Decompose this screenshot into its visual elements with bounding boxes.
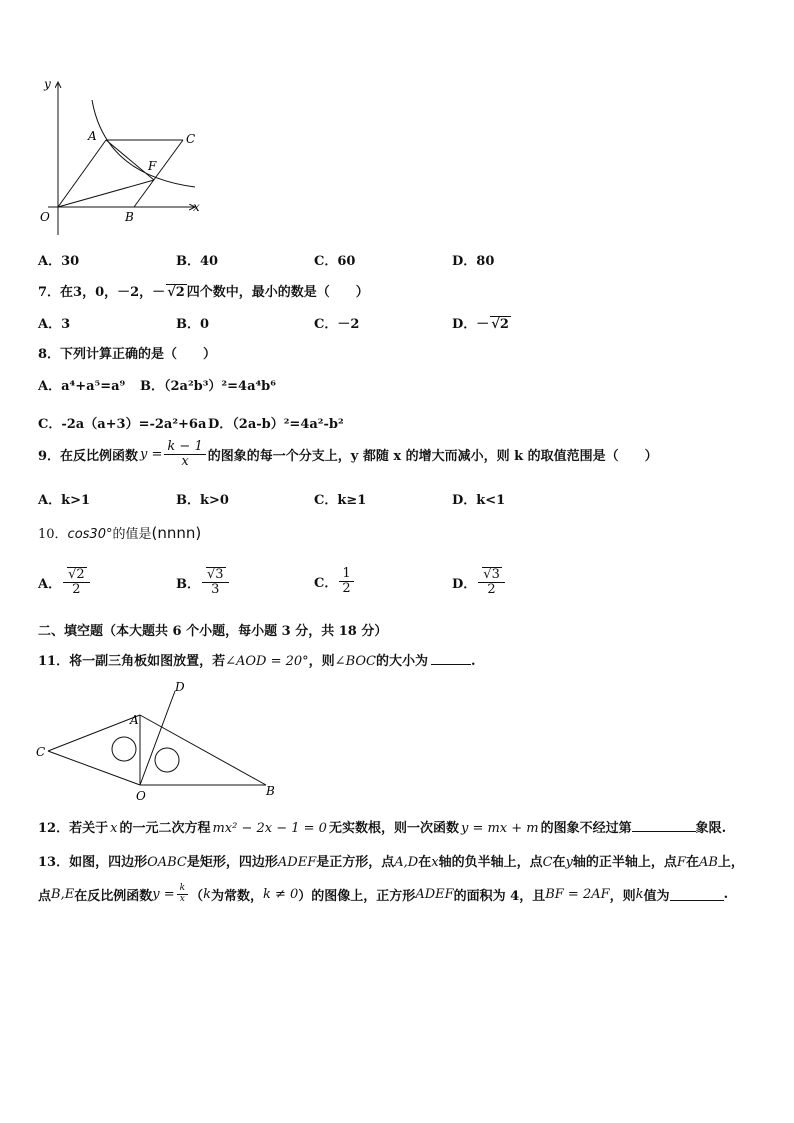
label-x: x [193,200,200,214]
label-O: O [136,789,146,803]
q9-stem [38,440,658,470]
q10-cos: cos30° [67,527,113,542]
q8-option-c[interactable]: C．-2a（a+3）=-2a²+6a [38,417,207,432]
q7-option-a[interactable]: A．3 [38,317,71,332]
q13-line1: 13．如图，四边形OABC是矩形，四边形ADEF是正方形，点A,D在x轴的负半轴上，点C在y轴的正半轴上，点F在AB上， [38,855,744,870]
q6-option-d[interactable]: D．80 [452,254,495,269]
q7-stem [38,281,369,300]
q7-stem-text: 7．在3，0，－2，－ [38,285,166,300]
q8-option-a[interactable]: A．a⁴+a⁵=a⁹ [38,379,126,394]
segment-AF [106,140,154,180]
q10-option-d[interactable]: D． $\frac{√3}{2}$ [452,567,507,598]
q10-paren: (nnnn) [151,524,202,542]
label-A: A [88,129,97,143]
q9-option-c[interactable]: C．k≥1 [314,493,367,508]
label-A: A [130,713,139,727]
segment-OA [58,140,106,207]
label-C: C [186,132,196,146]
q13-answer-blank[interactable] [670,888,724,901]
q10-option-c[interactable]: C． $\frac{1}{2}$ [314,567,356,597]
segment-OF [58,180,154,207]
q10-option-a[interactable]: A． $\frac{√2}{2}$ [38,567,92,598]
q7-stem-end: 四个数中，最小的数是（ ） [186,285,369,300]
label-D: D [175,680,185,694]
segment-CB [134,140,183,207]
q6-option-c[interactable]: C．60 [314,254,356,269]
q9-stem-text: 9．在反比例函数 [38,449,139,465]
label-B: B [125,210,134,224]
q6-option-b[interactable]: B．40 [176,254,219,269]
ruler-hole-left [112,737,136,761]
q9-function: y = [140,447,163,463]
q12-answer-blank[interactable] [632,819,696,832]
label-O: O [40,210,50,224]
q10-number: 10． [38,527,68,542]
segment-OD [140,691,175,785]
segment-CA [48,715,140,751]
q10-stem [38,523,201,542]
figure-coordinate-graph [30,70,210,240]
q7-option-b[interactable]: B．0 [176,317,210,332]
q9-option-b[interactable]: B．k>0 [176,493,229,508]
q10-stem-text: 的值是 [112,527,152,542]
hyperbola-curve [92,100,195,187]
q9-option-d[interactable]: D．k<1 [452,493,506,508]
q12-stem: 12．若关于 x 的一元二次方程 mx² − 2x − 1 = 0 无实数根，则一次函数 y = mx + m 的图象不经过第 象限. [38,821,727,836]
q9-stem-end: 的图象的每一个分支上，y 都随 x 的增大而减小，则 k 的取值范围是（ ） [207,449,658,465]
q8-option-d[interactable]: D．（2a-b）²=4a²-b² [208,417,344,432]
q7-option-c[interactable]: C．－2 [314,317,360,332]
q7-sqrt: √2 [167,285,185,300]
figure-triangle-rulers [30,678,290,806]
label-y: y [44,77,51,91]
q9-option-a[interactable]: A．k>1 [38,493,91,508]
q6-option-a[interactable]: A．30 [38,254,80,269]
label-C: C [36,745,46,759]
q13-line2: 点 B,E 在反比例函数 y = $\frac{k}{x}$ （ k 为常数， k ≠ 0 ）的图像上，正方形 ADEF 的面积为 4，且 BF = 2AF ，则 k 值为 . [38,883,729,904]
section-title: 二、填空题（本大题共 6 个小题，每小题 3 分，共 18 分） [38,624,388,639]
q7-option-d[interactable]: D．－ √2 [452,317,509,332]
label-F: F [148,159,157,173]
q8-option-b[interactable]: B．（2a²b³）²=4a⁴b⁶ [140,379,276,394]
segment-AB [140,715,266,785]
q8-stem: 8．下列计算正确的是（ ） [38,347,217,362]
q11-stem: 11．将一副三角板如图放置，若∠AOD = 20°，则∠BOC的大小为 . [38,654,476,669]
q11-answer-blank[interactable] [431,652,471,665]
q9-fraction: $\frac{k - 1}{x}$ [164,440,205,470]
segment-CO [48,751,140,785]
ruler-hole-right [155,748,179,772]
q10-option-b[interactable]: B． $\frac{√3}{3}$ [176,567,231,598]
label-B: B [266,784,275,798]
